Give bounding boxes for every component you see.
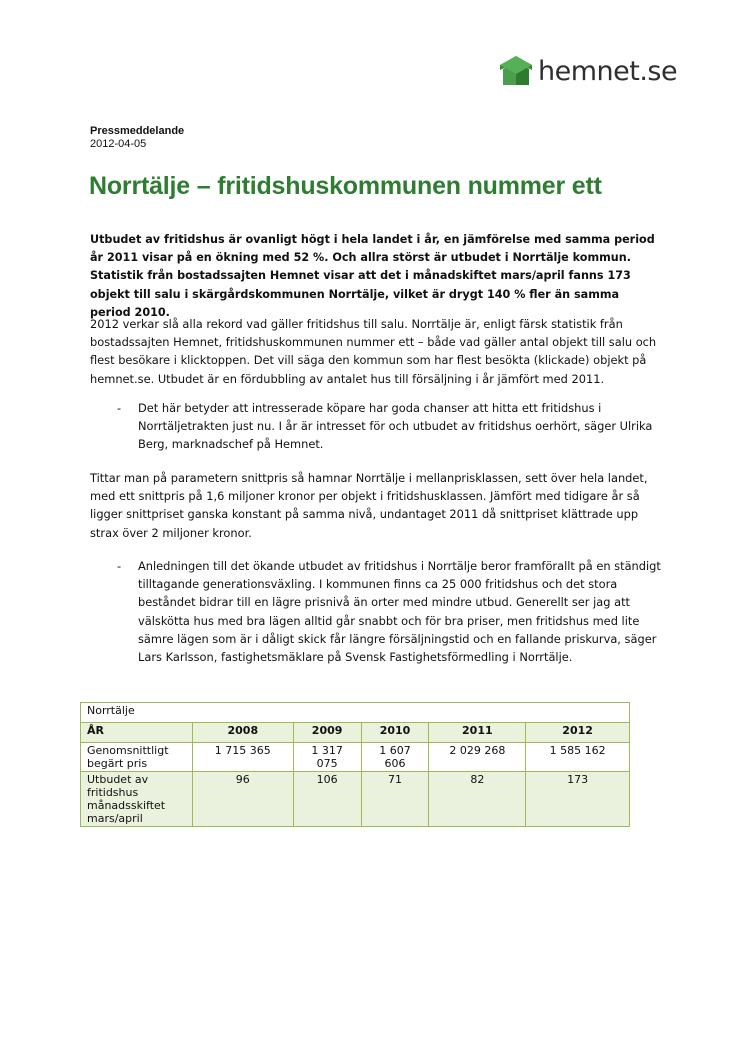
press-release-label: Pressmeddelande <box>90 125 185 137</box>
logo-wordmark: hemnet.se <box>538 55 678 87</box>
statistics-table <box>80 702 630 827</box>
table-row <box>81 743 630 772</box>
table-cell: 173 <box>526 772 630 827</box>
table-row <box>81 772 630 827</box>
table-header-cell: 2009 <box>293 723 361 743</box>
row-label: Utbudet av fritidshus månadsskiftet mars/april <box>81 772 193 827</box>
table-cell: 1 585 162 <box>526 743 630 772</box>
row-label: Genomsnittligt begärt pris <box>81 743 193 772</box>
page-title: Norrtälje – fritidshuskommunen nummer ett <box>89 172 602 200</box>
table-cell: 71 <box>361 772 429 827</box>
quote-dash: - <box>117 559 122 573</box>
quote-text: Anledningen till det ökande utbudet av fritidshus i Norrtälje beror framförallt på en ständigt tilltagande generationsväxling. I kommunen finns ca 25 000 fritidshus och det stora beståndet bidrar till en lägre prisnivå än orter med mindre utbud. Generellt ser jag att välskötta hus med bra lägen alltid går snabbt och för bra priser, men fritidshus med lite sämre lägen som är i dåligt skick får längre försäljningstid och en fallande priskurva, säger Lars Karlsson, fastighetsmäklare på Svensk Fastighetsförmedling i Norrtälje. <box>138 559 661 665</box>
release-date: 2012-04-05 <box>90 138 147 150</box>
table-cell: 82 <box>429 772 526 827</box>
table-caption: Norrtälje <box>81 703 630 723</box>
quote-1 <box>117 399 662 459</box>
table-header-row <box>81 723 630 743</box>
table-header-cell: 2008 <box>192 723 293 743</box>
table-cell: 96 <box>192 772 293 827</box>
hemnet-logo <box>498 52 678 90</box>
table-cell: 2 029 268 <box>429 743 526 772</box>
table-cell: 1 317 075 <box>293 743 361 772</box>
quote-dash: - <box>117 401 122 415</box>
lead-paragraph: Utbudet av fritidshus är ovanligt högt i hela landet i år, en jämförelse med samma period år 2011 visar på en ökning med 52 %. Och allra störst är utbudet i Norrtälje kommun. Statistik från bostadssajten Hemnet visar att det i månadskiftet mars/april fanns 173 objekt till salu i skärgårdskommunen Norrtälje, vilket är drygt 140 % fler än samma period 2010. <box>90 233 655 319</box>
quote-text: Det här betyder att intresserade köpare har goda chanser att hitta ett fritidshus i Norrtäljetrakten just nu. I år är intresset för och utbudet av fritidshus oerhört, säger Ulrika Berg, marknadschef på Hemnet. <box>138 401 653 452</box>
quote-2 <box>117 557 662 672</box>
table-header-cell: 2011 <box>429 723 526 743</box>
paragraph-2: Tittar man på parametern snittpris så hamnar Norrtälje i mellanprisklassen, sett över hela landet, med ett snittpris på 1,6 miljoner kronor per objekt i fritidshusklassen. Jämfört med tidigare år så ligger snittpriset ganska konstant på samma nivå, undantaget 2011 då snittpriset klättrade upp strax över 2 miljoner kronor. <box>90 471 648 540</box>
table-cell: 1 715 365 <box>192 743 293 772</box>
table-cell: 1 607 606 <box>361 743 429 772</box>
table-header-cell: ÅR <box>81 723 193 743</box>
table-header-cell: 2012 <box>526 723 630 743</box>
table-header-cell: 2010 <box>361 723 429 743</box>
table-cell: 106 <box>293 772 361 827</box>
paragraph-1: 2012 verkar slå alla rekord vad gäller fritidshus till salu. Norrtälje är, enligt färsk statistik från bostadssajten Hemnet, fritidshuskommunen nummer ett – både vad gäller antal objekt till salu och flest besökare i klicktoppen. Det vill säga den kommun som har flest besökta (klickade) objekt på hemnet.se. Utbudet är en fördubbling av antalet hus till försäljning i år jämfört med 2011. <box>90 317 657 386</box>
house-icon <box>498 54 534 88</box>
